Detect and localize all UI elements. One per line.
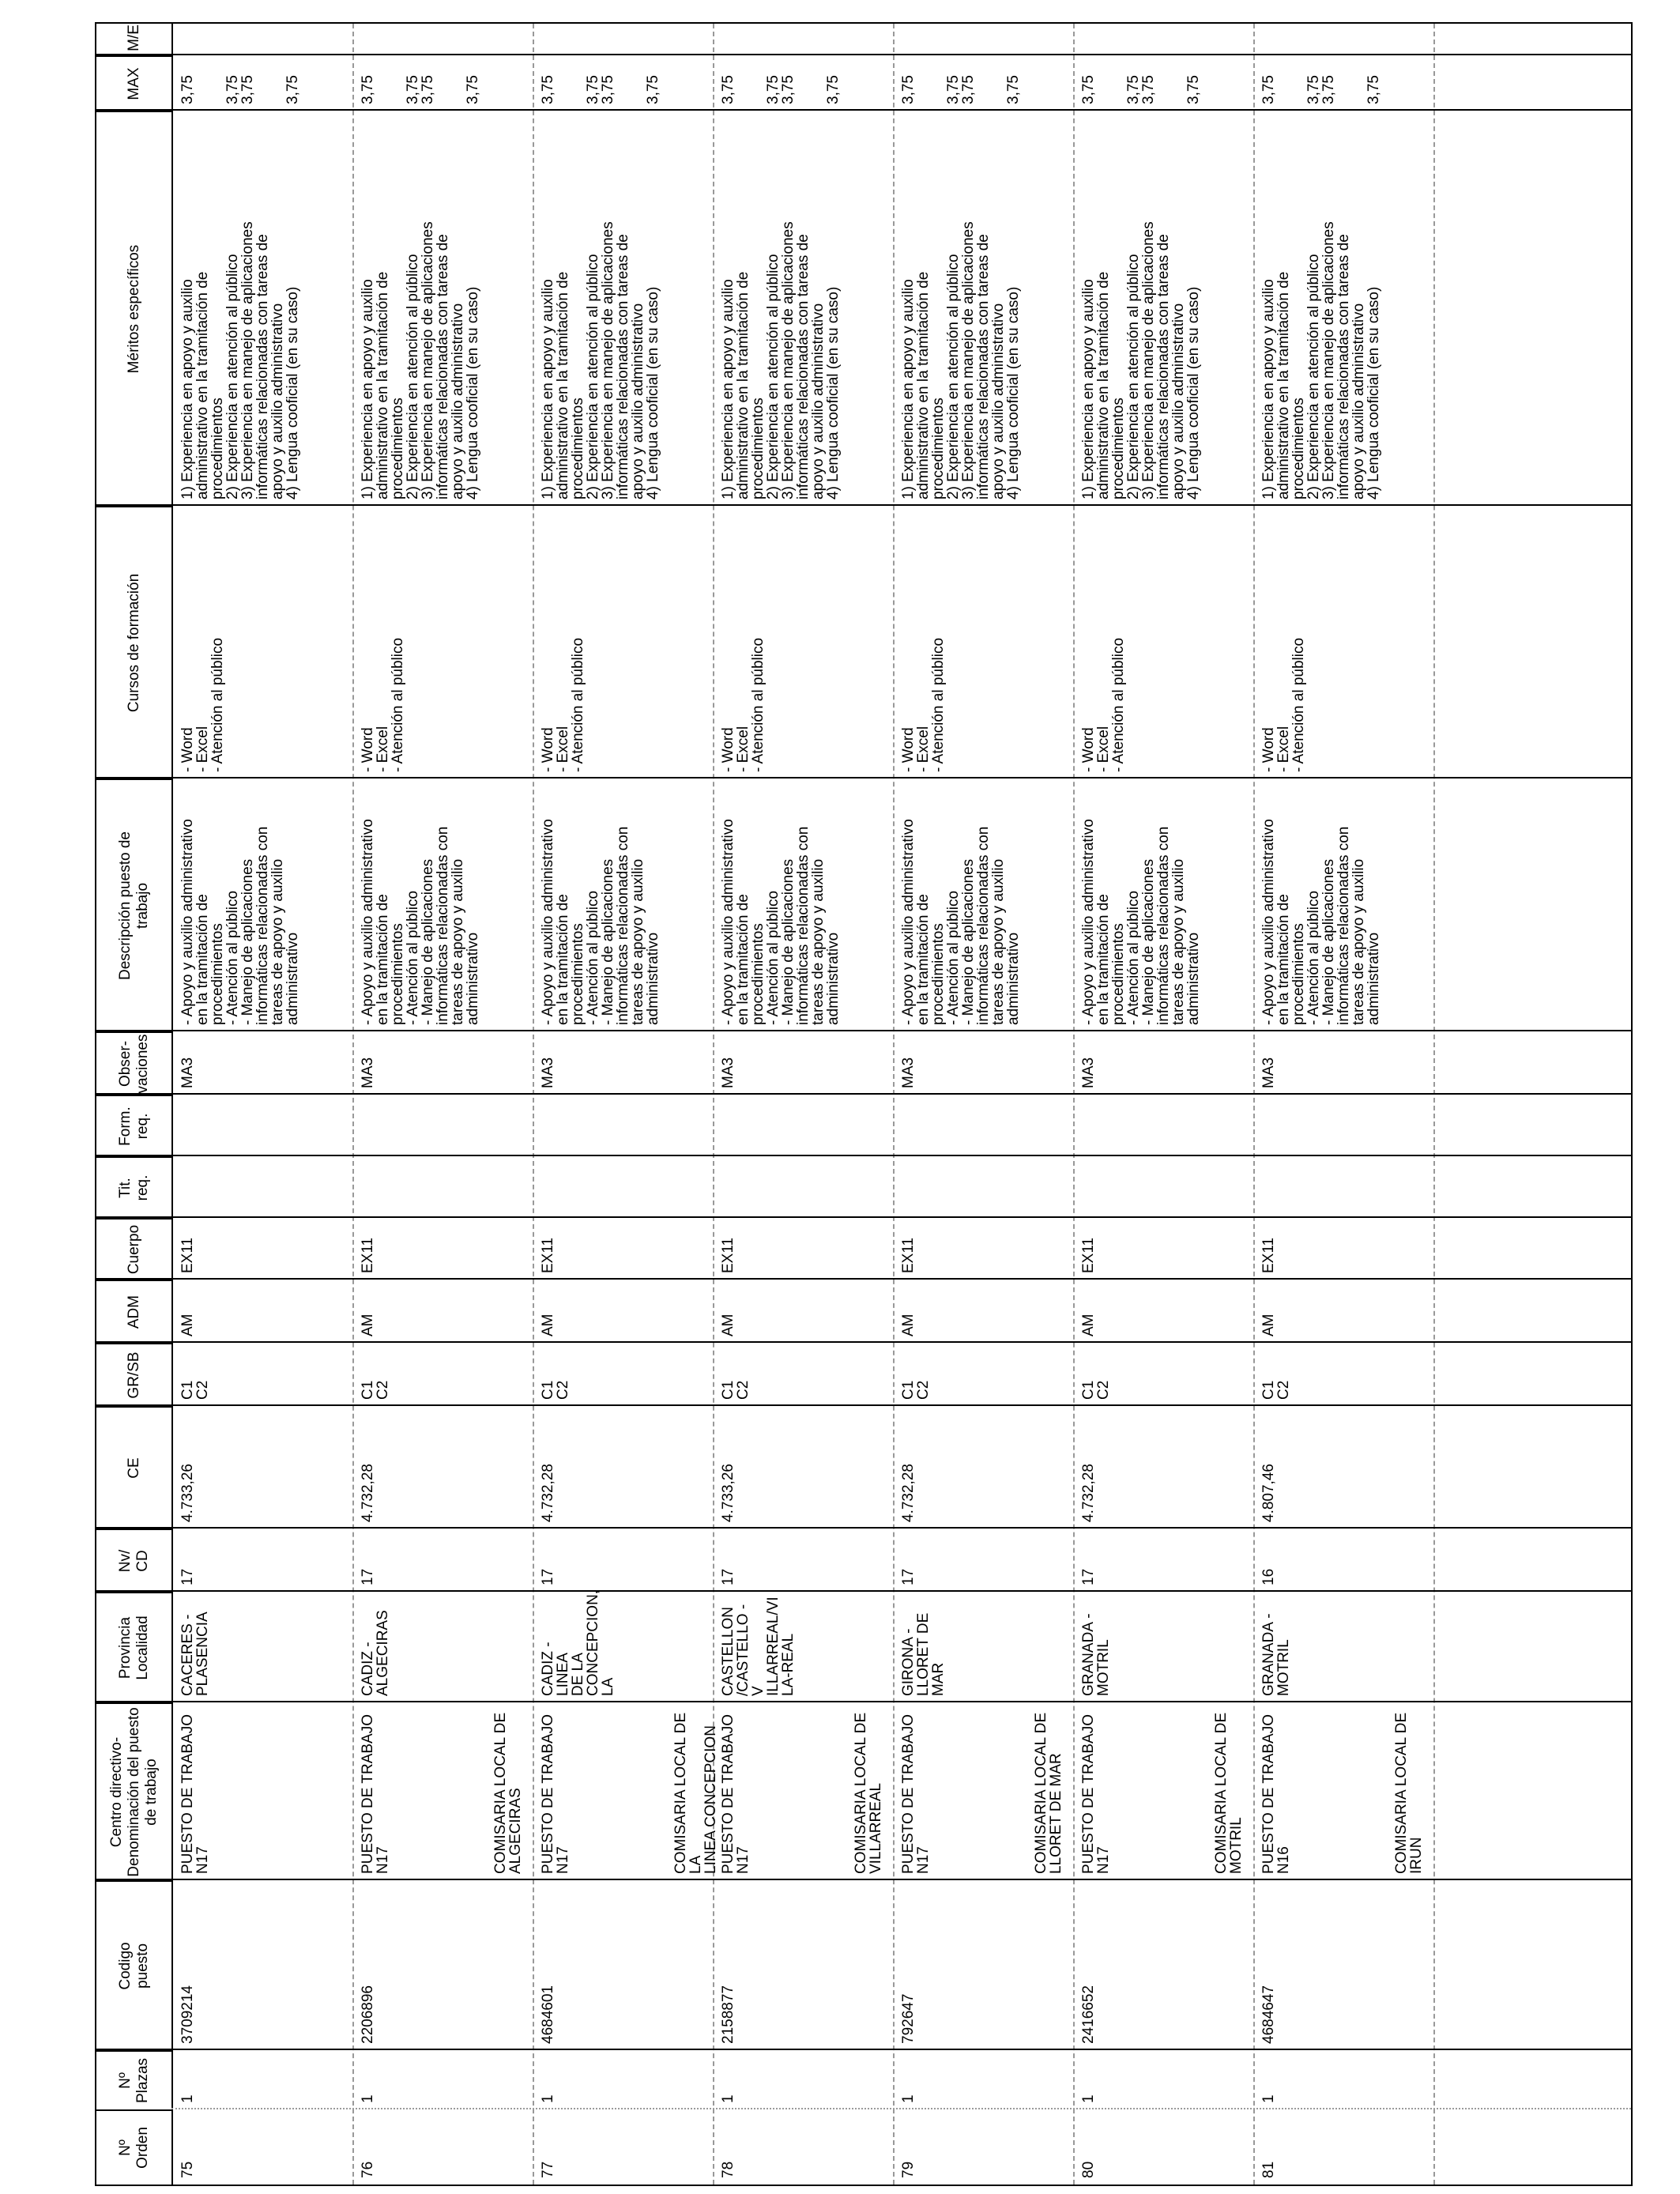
column-divider [96, 54, 1631, 55]
cell-nivel: 17 [720, 1568, 736, 1585]
cell-cuerpo: EX11 [720, 1237, 736, 1273]
cell-obs: MA3 [1260, 1057, 1277, 1088]
column-divider [96, 1093, 1631, 1095]
cell-cuerpo: EX11 [360, 1237, 376, 1273]
cell-cursos: - Word - Excel - Atención al público [1080, 637, 1127, 772]
header-form: Form. req. [96, 1095, 171, 1156]
column-divider [96, 1216, 1631, 1218]
cell-grupo: C1 C2 [360, 1380, 391, 1400]
cell-adm: AM [1080, 1314, 1097, 1336]
cell-max: 3,75 3,75 3,75 3,75 [179, 75, 301, 104]
column-divider [96, 504, 1631, 506]
cell-cuerpo: EX11 [900, 1237, 917, 1273]
positions-table [95, 22, 1633, 2186]
cell-centro-sub: COMISARIA LOCAL DE MOTRIL [1213, 1712, 1245, 1874]
cell-provincia: CASTELLON /CASTELLO - V ILLARREAL/VI LA-REAL [720, 1596, 797, 1696]
cell-cursos: - Word - Excel - Atención al público [360, 637, 406, 772]
cell-adm: AM [900, 1314, 917, 1336]
column-divider [96, 109, 1631, 111]
cell-orden: 76 [360, 2161, 376, 2178]
cell-centro: PUESTO DE TRABAJO N16 [1260, 1713, 1292, 1874]
cell-plazas: 1 [900, 2094, 917, 2103]
cell-max: 3,75 3,75 3,75 3,75 [540, 75, 661, 104]
table-header [96, 24, 173, 2185]
header-provincia: Provincia Localidad [96, 1592, 171, 1702]
header-plazas: Nº Plazas [96, 2050, 171, 2109]
cell-grupo: C1 C2 [900, 1380, 932, 1400]
cell-descripcion: - Apoyo y auxilio administrativo en la tramitación de procedimientos - Atención al público - Manejo de aplicaciones informáticas relacionadas con tareas de apoyo y auxilio administrativo [540, 819, 661, 1025]
cell-descripcion: - Apoyo y auxilio administrativo en la tramitación de procedimientos - Atención al público - Manejo de aplicaciones informáticas relacionadas con tareas de apoyo y auxilio administrativo [720, 819, 842, 1025]
column-divider [96, 777, 1631, 778]
cell-meritos: 1) Experiencia en apoyo y auxilio administrativo en la tramitación de procedimientos 2) Experiencia en atención al público 3) Experiencia en manejo de aplicaciones informáticas relacionadas con tareas de apoyo y auxilio administrativo 4) Lengua cooficial (en su caso) [1080, 221, 1202, 499]
cell-provincia: CACERES - PLASENCIA [179, 1612, 211, 1696]
cell-nivel: 17 [360, 1568, 376, 1585]
table-row [1255, 24, 1435, 2185]
cell-nivel: 17 [900, 1568, 917, 1585]
cell-max: 3,75 3,75 3,75 3,75 [720, 75, 842, 104]
cell-orden: 80 [1080, 2161, 1097, 2178]
header-obs: Obser- vaciones [96, 1031, 171, 1095]
cell-codigo: 2158877 [720, 1985, 736, 2044]
cell-centro-sub: COMISARIA LOCAL DE VILLARREAL [853, 1712, 884, 1874]
cell-descripcion: - Apoyo y auxilio administrativo en la tramitación de procedimientos - Atención al público - Manejo de aplicaciones informáticas relacionadas con tareas de apoyo y auxilio administrativo [900, 819, 1022, 1025]
table-row [1075, 24, 1255, 2185]
cell-cuerpo: EX11 [540, 1237, 556, 1273]
cell-provincia: GIRONA - LLORET DE MAR [900, 1612, 947, 1696]
cell-codigo: 3709214 [179, 1985, 196, 2044]
cell-descripcion: - Apoyo y auxilio administrativo en la tramitación de procedimientos - Atención al público - Manejo de aplicaciones informáticas relacionadas con tareas de apoyo y auxilio administrativo [179, 819, 301, 1025]
header-ce: CE [96, 1406, 171, 1529]
cell-max: 3,75 3,75 3,75 3,75 [900, 75, 1022, 104]
cell-ce: 4.732,28 [1080, 1464, 1097, 1522]
column-divider [96, 1879, 1631, 1880]
header-descripcion: Descripción puesto de trabajo [96, 778, 171, 1031]
cell-plazas: 1 [720, 2094, 736, 2103]
cell-cuerpo: EX11 [1080, 1237, 1097, 1273]
cell-adm: AM [1260, 1314, 1277, 1336]
cell-orden: 77 [540, 2161, 556, 2178]
column-divider [96, 1030, 1631, 1031]
cell-centro: PUESTO DE TRABAJO N17 [540, 1713, 571, 1874]
cell-centro-sub: COMISARIA LOCAL DE LLORET DE MAR [1033, 1712, 1064, 1874]
cell-nivel: 16 [1260, 1568, 1277, 1585]
header-meritos: Méritos específicos [96, 111, 171, 506]
table-row [714, 24, 895, 2185]
cell-nivel: 17 [1080, 1568, 1097, 1585]
cell-descripcion: - Apoyo y auxilio administrativo en la tramitación de procedimientos - Atención al público - Manejo de aplicaciones informáticas relacionadas con tareas de apoyo y auxilio administrativo [360, 819, 481, 1025]
cell-grupo: C1 C2 [1080, 1380, 1112, 1400]
cell-centro-sub: COMISARIA LOCAL DE LA LINEA CONCEPCION [672, 1712, 719, 1874]
header-grupo: GR/SB [96, 1343, 171, 1406]
cell-adm: AM [360, 1314, 376, 1336]
cell-orden: 75 [179, 2161, 196, 2178]
cell-obs: MA3 [540, 1057, 556, 1088]
cell-grupo: C1 C2 [540, 1380, 571, 1400]
cell-grupo: C1 C2 [1260, 1380, 1292, 1400]
cell-codigo: 4684647 [1260, 1985, 1277, 2044]
header-orden: Nº Orden [96, 2109, 171, 2185]
cell-orden: 81 [1260, 2161, 1277, 2178]
header-me: M/E [125, 25, 142, 51]
cell-provincia: CADIZ - ALGECIRAS [360, 1610, 391, 1696]
header-cuerpo: Cuerpo [96, 1218, 171, 1280]
cell-ce: 4.733,26 [179, 1464, 196, 1522]
cell-codigo: 2206896 [360, 1985, 376, 2044]
column-divider [96, 2049, 1631, 2050]
header-max: MAX [96, 55, 171, 111]
column-divider [96, 1590, 1631, 1592]
cell-adm: AM [540, 1314, 556, 1336]
cell-cursos: - Word - Excel - Atención al público [540, 637, 586, 772]
header-cursos: Cursos de formación [96, 506, 171, 778]
cell-meritos: 1) Experiencia en apoyo y auxilio administrativo en la tramitación de procedimientos 2) Experiencia en atención al público 3) Experiencia en manejo de aplicaciones informáticas relacionadas con tareas de apoyo y auxilio administrativo 4) Lengua cooficial (en su caso) [540, 221, 661, 499]
column-divider [96, 1701, 1631, 1702]
cell-nivel: 17 [179, 1568, 196, 1585]
cell-meritos: 1) Experiencia en apoyo y auxilio administrativo en la tramitación de procedimientos 2) Experiencia en atención al público 3) Experiencia en manejo de aplicaciones informáticas relacionadas con tareas de apoyo y auxilio administrativo 4) Lengua cooficial (en su caso) [720, 221, 842, 499]
cell-ce: 4.733,26 [720, 1464, 736, 1522]
cell-orden: 79 [900, 2161, 917, 2178]
cell-provincia: GRANADA - MOTRIL [1260, 1613, 1292, 1696]
column-divider [96, 1341, 1631, 1343]
cell-plazas: 1 [1260, 2094, 1277, 2103]
cell-centro-sub: COMISARIA LOCAL DE ALGECIRAS [492, 1712, 524, 1874]
cell-meritos: 1) Experiencia en apoyo y auxilio administrativo en la tramitación de procedimientos 2) Experiencia en atención al público 3) Experiencia en manejo de aplicaciones informáticas relacionadas con tareas de apoyo y auxilio administrativo 4) Lengua cooficial (en su caso) [360, 221, 481, 499]
cell-plazas: 1 [1080, 2094, 1097, 2103]
cell-max: 3,75 3,75 3,75 3,75 [1260, 75, 1382, 104]
cell-ce: 4.732,28 [360, 1464, 376, 1522]
cell-cursos: - Word - Excel - Atención al público [720, 637, 767, 772]
cell-descripcion: - Apoyo y auxilio administrativo en la tramitación de procedimientos - Atención al público - Manejo de aplicaciones informáticas relacionadas con tareas de apoyo y auxilio administrativo [1260, 819, 1382, 1025]
table-row [895, 24, 1075, 2185]
cell-plazas: 1 [179, 2094, 196, 2103]
cell-codigo: 792647 [900, 1993, 917, 2044]
cell-centro: PUESTO DE TRABAJO N17 [1080, 1713, 1112, 1874]
cell-ce: 4.732,28 [540, 1464, 556, 1522]
cell-obs: MA3 [900, 1057, 917, 1088]
cell-codigo: 4684601 [540, 1985, 556, 2044]
cell-centro: PUESTO DE TRABAJO N17 [900, 1713, 932, 1874]
row-separator [1433, 24, 1435, 2185]
header-centro: Centro directivo- Denominación del puesto de trabajo [96, 1702, 171, 1880]
column-divider [96, 1527, 1631, 1529]
cell-centro: PUESTO DE TRABAJO N17 [179, 1713, 211, 1874]
cell-adm: AM [720, 1314, 736, 1336]
cell-ce: 4.807,46 [1260, 1464, 1277, 1522]
table-row [174, 24, 354, 2185]
cell-centro: PUESTO DE TRABAJO N17 [720, 1713, 751, 1874]
cell-max: 3,75 3,75 3,75 3,75 [1080, 75, 1202, 104]
column-divider [96, 1155, 1631, 1156]
cell-ce: 4.732,28 [900, 1464, 917, 1522]
cell-obs: MA3 [720, 1057, 736, 1088]
column-divider [96, 1278, 1631, 1280]
cell-obs: MA3 [179, 1057, 196, 1088]
cell-grupo: C1 C2 [720, 1380, 751, 1400]
column-divider [171, 2108, 1631, 2109]
cell-nivel: 17 [540, 1568, 556, 1585]
cell-codigo: 2416652 [1080, 1985, 1097, 2044]
cell-cursos: - Word - Excel - Atención al público [1260, 637, 1307, 772]
cell-meritos: 1) Experiencia en apoyo y auxilio administrativo en la tramitación de procedimientos 2) Experiencia en atención al público 3) Experiencia en manejo de aplicaciones informáticas relacionadas con tareas de apoyo y auxilio administrativo 4) Lengua cooficial (en su caso) [900, 221, 1022, 499]
table-row [534, 24, 719, 2185]
cell-cuerpo: EX11 [179, 1237, 196, 1273]
cell-descripcion: - Apoyo y auxilio administrativo en la tramitación de procedimientos - Atención al público - Manejo de aplicaciones informáticas relacionadas con tareas de apoyo y auxilio administrativo [1080, 819, 1202, 1025]
cell-provincia: CADIZ - LINEA DE LA CONCEPCION, LA [540, 1589, 616, 1696]
cell-provincia: GRANADA - MOTRIL [1080, 1613, 1112, 1696]
cell-meritos: 1) Experiencia en apoyo y auxilio administrativo en la tramitación de procedimientos 2) Experiencia en atención al público 3) Experiencia en manejo de aplicaciones informáticas relacionadas con tareas de apoyo y auxilio administrativo 4) Lengua cooficial (en su caso) [179, 221, 301, 499]
header-codigo: Codigo puesto [96, 1880, 171, 2050]
cell-cursos: - Word - Excel - Atención al público [179, 637, 226, 772]
column-divider [96, 1404, 1631, 1406]
table-row [354, 24, 534, 2185]
cell-grupo: C1 C2 [179, 1380, 211, 1400]
header-adm: ADM [96, 1280, 171, 1343]
cell-meritos: 1) Experiencia en apoyo y auxilio administrativo en la tramitación de procedimientos 2) Experiencia en atención al público 3) Experiencia en manejo de aplicaciones informáticas relacionadas con tareas de apoyo y auxilio administrativo 4) Lengua cooficial (en su caso) [1260, 221, 1382, 499]
header-tit: Tit. req. [96, 1156, 171, 1218]
cell-plazas: 1 [540, 2094, 556, 2103]
cell-max: 3,75 3,75 3,75 3,75 [360, 75, 481, 104]
cell-orden: 78 [720, 2161, 736, 2178]
cell-adm: AM [179, 1314, 196, 1336]
cell-centro-sub: COMISARIA LOCAL DE IRUN [1393, 1712, 1425, 1874]
header-nivel: Nv/ CD [96, 1529, 171, 1592]
cell-centro: PUESTO DE TRABAJO N17 [360, 1713, 391, 1874]
cell-cuerpo: EX11 [1260, 1237, 1277, 1273]
cell-obs: MA3 [360, 1057, 376, 1088]
cell-obs: MA3 [1080, 1057, 1097, 1088]
cell-cursos: - Word - Excel - Atención al público [900, 637, 947, 772]
cell-plazas: 1 [360, 2094, 376, 2103]
